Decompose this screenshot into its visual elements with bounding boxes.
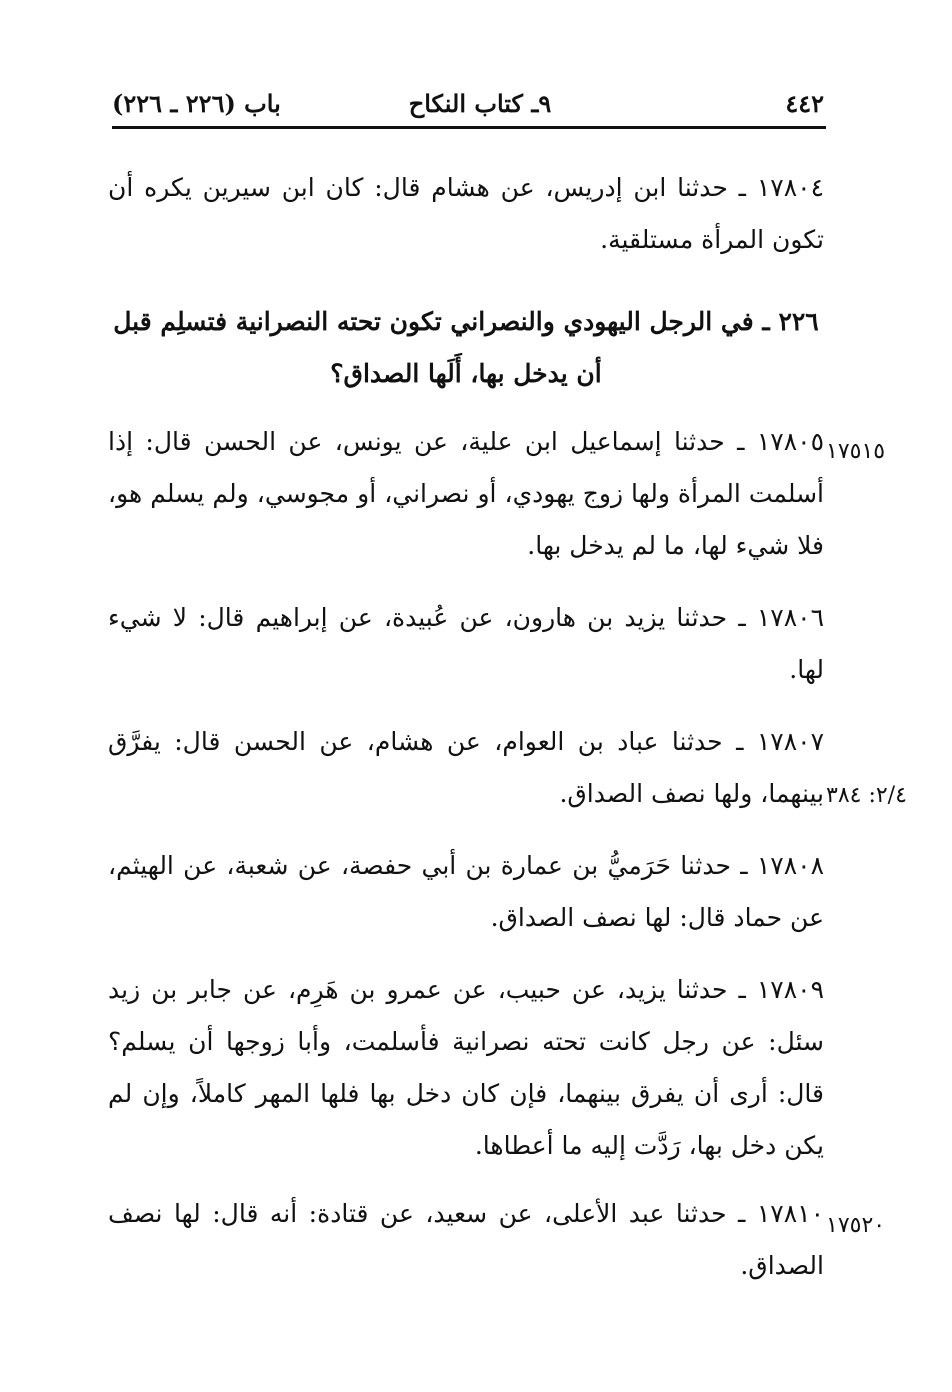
section-heading-226: ٢٢٦ ـ في الرجل اليهودي والنصراني تكون تحته النصرانية فتسلِم قبل أن يدخل بها، أَلَها الصداق؟ <box>113 307 819 388</box>
header-rule <box>112 126 826 129</box>
hadith-17809: ١٧٨٠٩ ـ حدثنا يزيد، عن حبيب، عن عمرو بن هَرِم، عن جابر بن زيد سئل: عن رجل كانت تحته نصرانية فأسلمت، وأبا زوجها أن يسلم؟ قال: أرى أن يفرق بينهما، فإن كان دخل بها فلها المهر كاملاً، وإن لم يكن دخل بها، رَدَّت إليه ما أعطاها. <box>108 975 824 1160</box>
hadith-17805: ١٧٨٠٥ ـ حدثنا إسماعيل ابن علية، عن يونس، عن الحسن قال: إذا أسلمت المرأة ولها زوج يهودي، أو نصراني، أو مجوسي، ولم يسلم هو، فلا شيء لها، ما لم يدخل بها. <box>108 427 824 560</box>
hadith-17810: ١٧٨١٠ ـ حدثنا عبد الأعلى، عن سعيد، عن قتادة: أنه قال: لها نصف الصداق. <box>108 1199 824 1280</box>
page-number: ٤٤٢ <box>785 89 824 118</box>
hadith-17807: ١٧٨٠٧ ـ حدثنا عباد بن العوام، عن هشام، عن الحسن قال: يفرَّق بينهما، ولها نصف الصداق. <box>108 727 824 808</box>
margin-ref-17515: ١٧٥١٥ <box>826 439 886 464</box>
hadith-17806: ١٧٨٠٦ ـ حدثنا يزيد بن هارون، عن عُبيدة، عن إبراهيم قال: لا شيء لها. <box>108 603 824 684</box>
margin-ref-17520: ١٧٥٢٠ <box>826 1213 886 1238</box>
margin-ref-volume-page: ٢/٤: ٣٨٤ <box>826 783 907 808</box>
hadith-17804: ١٧٨٠٤ ـ حدثنا ابن إدريس، عن هشام قال: كان ابن سيرين يكره أن تكون المرأة مستلقية. <box>108 173 824 254</box>
book-title: ٩ـ كتاب النكاح <box>408 89 552 118</box>
chapter-range: باب (٢٢٦ ـ ٢٢٦) <box>112 89 281 118</box>
hadith-17808: ١٧٨٠٨ ـ حدثنا حَرَميُّ بن عمارة بن أبي حفصة، عن شعبة، عن الهيثم، عن حماد قال: لها نصف الصداق. <box>108 851 824 932</box>
